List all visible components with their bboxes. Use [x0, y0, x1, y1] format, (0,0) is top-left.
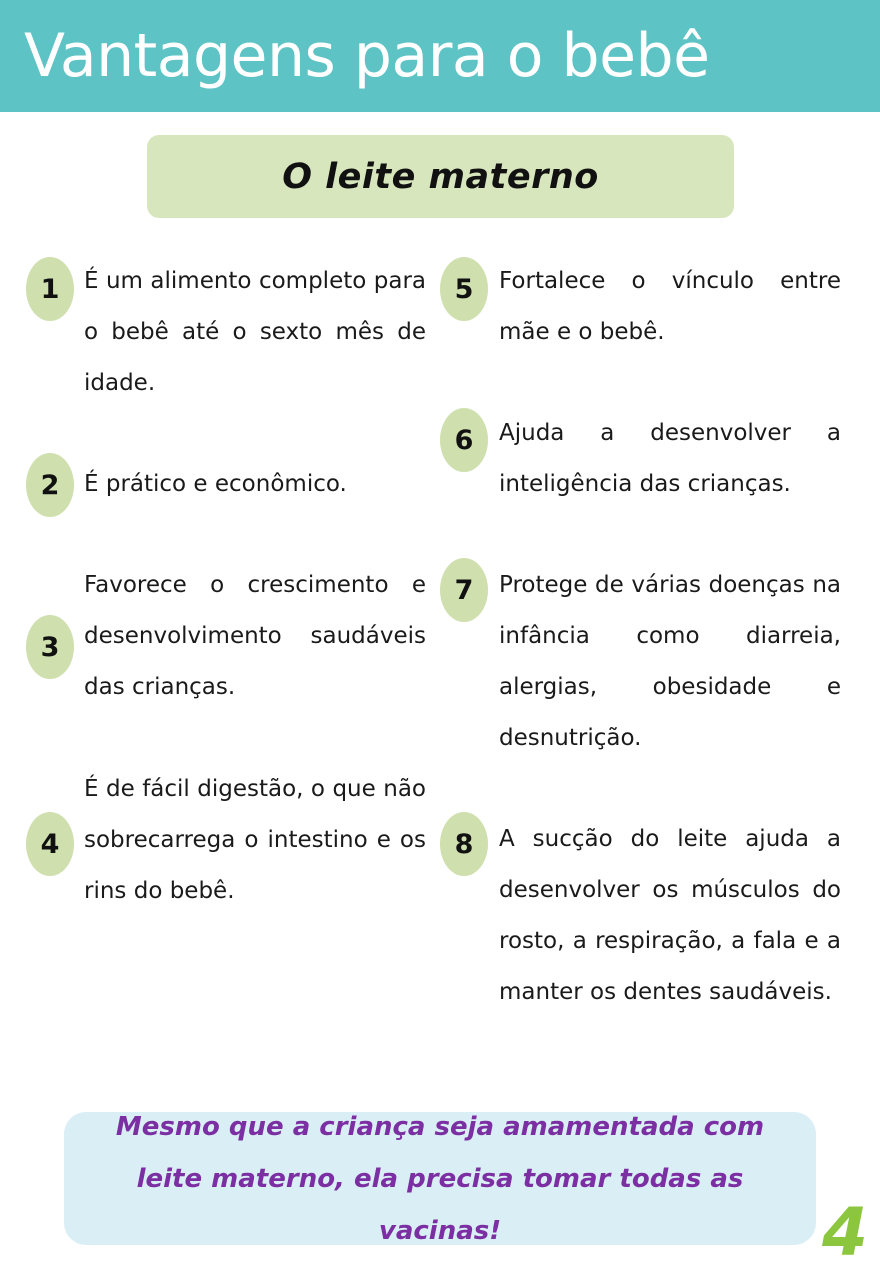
item-number-badge: 7	[440, 558, 488, 622]
page-number: 4	[822, 1194, 868, 1271]
item-number-badge: 1	[26, 257, 74, 321]
item-number-badge: 6	[440, 408, 488, 472]
item-number-badge: 4	[26, 812, 74, 876]
list-item-text: Protege de várias doenças na infância como diarreia, alergias, obesidade e desnutrição.	[499, 572, 841, 751]
item-number-badge: 8	[440, 812, 488, 876]
list-item-text: Ajuda a desenvolver a inteligência das crianças.	[499, 420, 841, 497]
item-number-badge: 2	[26, 453, 74, 517]
page-title: Vantagens para o bebê	[24, 21, 710, 91]
page-header	[0, 0, 880, 112]
list-item-text: É de fácil digestão, o que não sobrecarrega o intestino e os rins do bebê.	[84, 776, 426, 904]
section-subtitle: O leite materno	[282, 156, 599, 197]
list-item-text: A sucção do leite ajuda a desenvolver os músculos do rosto, a respiração, a fala e a manter os dentes saudáveis.	[499, 826, 841, 1005]
vaccine-note-box	[64, 1112, 816, 1245]
list-item-text: É um alimento completo para o bebê até o sexto mês de idade.	[84, 268, 426, 396]
subtitle-box	[147, 135, 734, 218]
item-number-badge: 5	[440, 257, 488, 321]
list-item-text: Fortalece o vínculo entre mãe e o bebê.	[499, 268, 841, 345]
list-item-text: Favorece o crescimento e desenvolvimento saudáveis das crianças.	[84, 572, 426, 700]
item-number-badge: 3	[26, 615, 74, 679]
vaccine-note-text: Mesmo que a criança seja amamentada com leite materno, ela precisa tomar todas as vacinas!	[115, 1111, 765, 1246]
list-item-text: É prático e econômico.	[84, 471, 347, 497]
